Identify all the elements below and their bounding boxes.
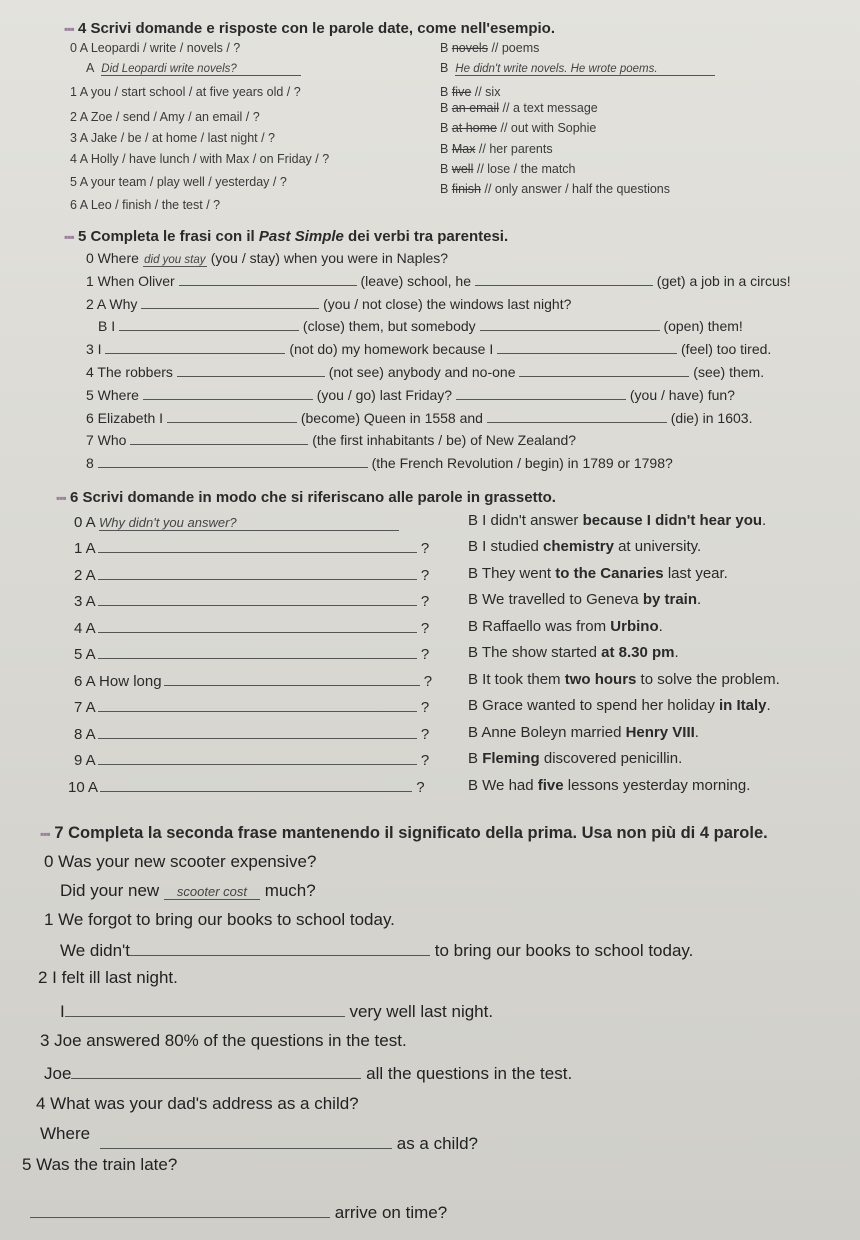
- ex4-q1: 1 A you / start school / at five years old / ?: [70, 85, 301, 99]
- ex7-q0: 0 Was your new scooter expensive?: [44, 852, 317, 871]
- ex6-question-label: 9 A: [74, 752, 96, 769]
- ex7-a1: We didn't to bring our books to school today.: [60, 941, 694, 960]
- question-mark: ?: [412, 779, 425, 796]
- ex6-answer-row: B Fleming discovered penicillin.: [468, 750, 683, 767]
- ex7-a5: arrive on time?: [30, 1203, 447, 1223]
- ex5-row6: 6 Elizabeth I (become) Queen in 1558 and (die) in 1603.: [86, 410, 753, 426]
- ex7-heading: ▪▪▪ 7 Completa la seconda frase mantenendo il significato della prima. Usa non più di 4 parole.: [40, 824, 768, 842]
- ex6-answer-line[interactable]: [98, 605, 417, 606]
- ex6-question-row: [74, 752, 429, 769]
- ex6-answer-row: B They went to the Canaries last year.: [468, 565, 728, 582]
- question-mark: ?: [416, 646, 430, 663]
- difficulty-dots-icon: ▪▪▪: [64, 230, 74, 244]
- ex6-answer-line[interactable]: [164, 685, 420, 686]
- ex7-q1: 1 We forgot to bring our books to school today.: [44, 910, 395, 929]
- ex4-b5: B well // lose / the match: [440, 162, 576, 176]
- ex6-question-row: [74, 540, 429, 557]
- ex6-question-label: 3 A: [74, 593, 96, 610]
- question-mark: ?: [416, 567, 430, 584]
- ex7-a2: I very well last night.: [60, 1002, 494, 1021]
- ex6-question-row: [74, 673, 432, 690]
- ex7-a4: as a child?: [100, 1134, 478, 1154]
- question-mark: ?: [416, 540, 430, 557]
- ex4-q5: 5 A your team / play well / yesterday / ?: [70, 175, 287, 189]
- ex4-b6: B finish // only answer / half the questions: [440, 182, 671, 196]
- ex5-row2: 2 A Why (you / not close) the windows last night?: [86, 296, 572, 312]
- ex6-question-label: 8 A: [74, 726, 96, 743]
- ex6-question-row: [74, 567, 429, 584]
- question-mark: ?: [416, 752, 430, 769]
- ex6-question-row: [68, 779, 425, 796]
- ex6-question-label: 5 A: [74, 646, 96, 663]
- ex6-heading: ▪▪▪ 6 Scrivi domande in modo che si riferiscano alle parole in grassetto.: [56, 489, 556, 506]
- ex6-answer-line[interactable]: [98, 632, 417, 633]
- ex5-heading: ▪▪▪ 5 Completa le frasi con il Past Simple dei verbi tra parentesi.: [64, 228, 509, 245]
- ex6-question-label: 1 A: [74, 540, 96, 557]
- ex4-q0: 0 A Leopardi / write / novels / ?: [70, 41, 241, 55]
- ex6-question-row: [74, 646, 429, 663]
- ex4-b2: B an email // a text message: [440, 101, 598, 115]
- ex6-example-q: 0 A Why didn't you answer?: [74, 514, 399, 531]
- ex5-row4: 4 The robbers (not see) anybody and no-one (see) them.: [86, 364, 765, 380]
- ex6-answer-line[interactable]: [98, 738, 417, 739]
- ex7-q5: 5 Was the train late?: [22, 1155, 178, 1174]
- ex6-answer-row: B Anne Boleyn married Henry VIII.: [468, 724, 699, 741]
- ex6-answer-line[interactable]: [98, 658, 417, 659]
- ex6-question-row: [74, 620, 429, 637]
- difficulty-dots-icon: ▪▪▪: [56, 491, 66, 505]
- ex6-answer-line[interactable]: [98, 552, 417, 553]
- ex6-example-b: B I didn't answer because I didn't hear you.: [468, 512, 767, 529]
- ex6-question-label: 4 A: [74, 620, 96, 637]
- ex6-question-label: 2 A: [74, 567, 96, 584]
- ex6-question-row: [74, 726, 429, 743]
- ex6-answer-row: B We travelled to Geneva by train.: [468, 591, 702, 608]
- ex5-row2b: B I (close) them, but somebody (open) them!: [98, 318, 743, 334]
- ex4-q6: 6 A Leo / finish / the test / ?: [70, 198, 221, 212]
- ex4-b1: B five // six: [440, 85, 501, 99]
- ex4-b4: B Max // her parents: [440, 142, 553, 156]
- ex4-q3: 3 A Jake / be / at home / last night / ?: [70, 131, 275, 145]
- ex6-answer-line[interactable]: [98, 711, 417, 712]
- ex5-row3: 3 I (not do) my homework because I (feel) too tired.: [86, 341, 772, 357]
- difficulty-dots-icon: ▪▪▪: [40, 827, 50, 841]
- question-mark: ?: [416, 699, 430, 716]
- question-mark: ?: [419, 673, 433, 690]
- ex6-answer-row: B Raffaello was from Urbino.: [468, 618, 663, 635]
- ex6-answer-row: B The show started at 8.30 pm.: [468, 644, 679, 661]
- ex5-row0: 0 Where did you stay (you / stay) when you were in Naples?: [86, 250, 449, 266]
- ex7-q3: 3 Joe answered 80% of the questions in the test.: [40, 1031, 407, 1050]
- ex5-row1: 1 When Oliver (leave) school, he (get) a job in a circus!: [86, 273, 791, 289]
- ex6-question-label: 6 A How long: [74, 673, 162, 690]
- ex7-a0: Did your new scooter cost much?: [60, 881, 316, 900]
- ex7-q2: 2 I felt ill last night.: [38, 968, 178, 987]
- difficulty-dots-icon: ▪▪▪: [64, 22, 74, 36]
- ex4-q2: 2 A Zoe / send / Amy / an email / ?: [70, 110, 260, 124]
- ex6-answer-line[interactable]: [100, 791, 412, 792]
- ex4-heading: ▪▪▪ 4 Scrivi domande e risposte con le parole date, come nell'esempio.: [64, 20, 556, 37]
- ex6-answer-row: B We had five lessons yesterday morning.: [468, 777, 751, 794]
- ex6-answer-row: B It took them two hours to solve the problem.: [468, 671, 780, 688]
- ex6-answer-line[interactable]: [98, 579, 417, 580]
- ex7-a3: Joe all the questions in the test.: [44, 1064, 573, 1083]
- ex4-example-a: B He didn't write novels. He wrote poems.: [440, 61, 715, 76]
- ex6-question-label: 7 A: [74, 699, 96, 716]
- ex4-q4: 4 A Holly / have lunch / with Max / on Friday / ?: [70, 152, 330, 166]
- ex7-q4: 4 What was your dad's address as a child?: [36, 1094, 359, 1113]
- question-mark: ?: [416, 726, 430, 743]
- ex6-question-row: [74, 699, 429, 716]
- ex5-row8: 8 (the French Revolution / begin) in 1789 or 1798?: [86, 455, 673, 471]
- ex5-row5: 5 Where (you / go) last Friday? (you / have) fun?: [86, 387, 735, 403]
- ex5-row7: 7 Who (the first inhabitants / be) of New Zealand?: [86, 432, 577, 448]
- ex4-example-q: A Did Leopardi write novels?: [86, 61, 301, 76]
- ex6-answer-line[interactable]: [98, 764, 417, 765]
- question-mark: ?: [416, 593, 430, 610]
- ex6-answer-row: B Grace wanted to spend her holiday in Italy.: [468, 697, 771, 714]
- ex6-question-row: [74, 593, 429, 610]
- ex4-b3: B at home // out with Sophie: [440, 121, 597, 135]
- ex4-b0: B novels // poems: [440, 41, 540, 55]
- ex6-question-label: 10 A: [68, 779, 99, 796]
- ex6-answer-row: B I studied chemistry at university.: [468, 538, 702, 555]
- ex7-a4-label: Where: [40, 1124, 91, 1143]
- question-mark: ?: [416, 620, 430, 637]
